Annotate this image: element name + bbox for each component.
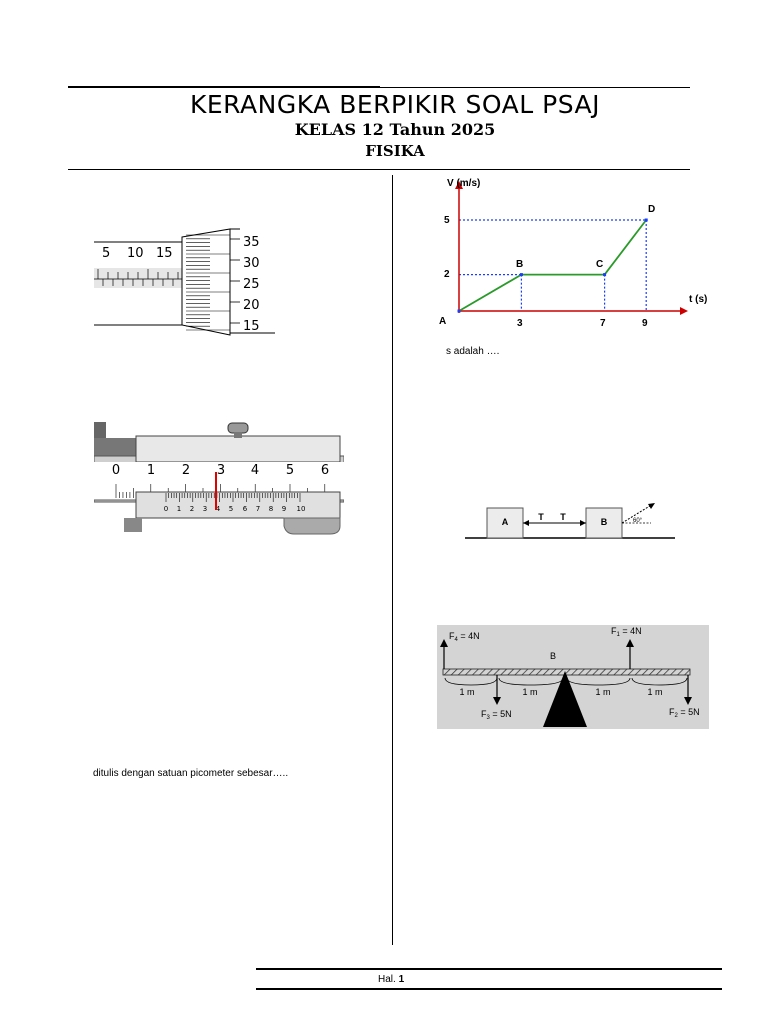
angle-label: 60° <box>633 518 643 524</box>
thimble-label: 20 <box>243 298 260 313</box>
caliper-vernier-label: 3 <box>202 505 208 513</box>
lever-span-label: 1 m <box>522 687 538 697</box>
caliper-main-label: 1 <box>146 463 156 478</box>
caliper-vernier-label: 10 <box>296 505 306 513</box>
vt-point-label-d: D <box>648 204 656 215</box>
vt-point-label-a: A <box>439 316 447 327</box>
footer-page <box>378 974 404 985</box>
micrometer-main-label: 5 <box>102 246 111 261</box>
caliper-main-label: 4 <box>250 463 260 478</box>
vt-x-axis-label: t (s) <box>689 294 708 305</box>
caliper-vernier-label: 4 <box>215 505 221 513</box>
thimble-label: 30 <box>243 256 260 271</box>
tension-left-label: T <box>538 512 544 522</box>
force-f4-label: $F_4 = 4N$ <box>449 631 480 643</box>
lever-pivot-label: B <box>549 651 557 661</box>
caliper-main-label: 5 <box>285 463 295 478</box>
caliper-main-label: 0 <box>111 463 121 478</box>
thimble-label: 25 <box>243 277 260 292</box>
vt-graph <box>430 175 725 335</box>
caliper-vernier-label: 0 <box>163 505 169 513</box>
micrometer-main-label: 10 <box>127 246 144 261</box>
vt-x-tick: 3 <box>517 318 523 329</box>
page-subject: FISIKA <box>365 142 425 160</box>
micrometer-main-label: 15 <box>156 246 173 261</box>
page-subtitle: KELAS 12 Tahun 2025 <box>294 120 496 139</box>
vt-data-point <box>603 273 606 276</box>
thimble-label: 35 <box>243 235 260 250</box>
caliper-main-label: 6 <box>320 463 330 478</box>
lever-beam <box>443 669 690 675</box>
vt-y-axis-label: V (m/s) <box>447 178 481 189</box>
caliper-vernier-label: 6 <box>242 505 248 513</box>
caliper-main-label: 3 <box>216 463 226 478</box>
vt-point-label-b: B <box>516 259 524 270</box>
block-b-label: B <box>600 517 608 527</box>
blocks-figure <box>465 500 677 545</box>
header-top-line <box>68 86 380 88</box>
caliper-vernier-label: 9 <box>281 505 287 513</box>
vt-x-tick: 9 <box>642 318 648 329</box>
column-divider <box>392 175 393 945</box>
vt-y-tick: 2 <box>444 269 450 280</box>
vt-x-tick: 7 <box>600 318 606 329</box>
vt-data-point <box>458 310 461 313</box>
left-question-text: ditulis dengan satuan picometer sebesar….. <box>93 768 289 779</box>
caliper-vernier-label: 8 <box>268 505 274 513</box>
vt-data-point <box>520 273 523 276</box>
tension-right-label: T <box>560 512 566 522</box>
caliper-vernier-label: 7 <box>255 505 261 513</box>
lever-span-label: 1 m <box>459 687 475 697</box>
micrometer-figure <box>90 225 280 340</box>
header-top-line-right <box>380 87 690 88</box>
footer-bottom-line <box>256 988 722 990</box>
vt-series-line <box>459 220 646 311</box>
vt-point-label-c: C <box>596 259 604 270</box>
caliper-main-label: 2 <box>181 463 191 478</box>
block-a-label: A <box>501 517 509 527</box>
footer-page-label: Hal. <box>378 974 399 985</box>
caliper-vernier-label: 2 <box>189 505 195 513</box>
right-question-text: s adalah …. <box>446 346 500 357</box>
force-f3-label: $F_3 = 5N$ <box>481 709 512 721</box>
caliper-vernier-label: 1 <box>176 505 182 513</box>
lever-span-label: 1 m <box>595 687 611 697</box>
lever-span-label: 1 m <box>647 687 663 697</box>
force-f1-label: $F_1 = 4N$ <box>611 626 642 638</box>
thimble-label: 15 <box>243 319 260 334</box>
footer-top-line <box>256 968 722 970</box>
force-f2-label: $F_2 = 5N$ <box>669 707 700 719</box>
caliper-vernier-label: 5 <box>228 505 234 513</box>
footer-page-number: 1 <box>398 974 405 985</box>
page-title: KERANGKA BERPIKIR SOAL PSAJ <box>189 90 601 119</box>
lever-figure <box>437 625 709 729</box>
vt-y-tick: 5 <box>444 215 450 226</box>
vt-data-point <box>645 219 648 222</box>
caliper-figure <box>94 418 344 536</box>
header-bottom-line <box>68 169 690 170</box>
